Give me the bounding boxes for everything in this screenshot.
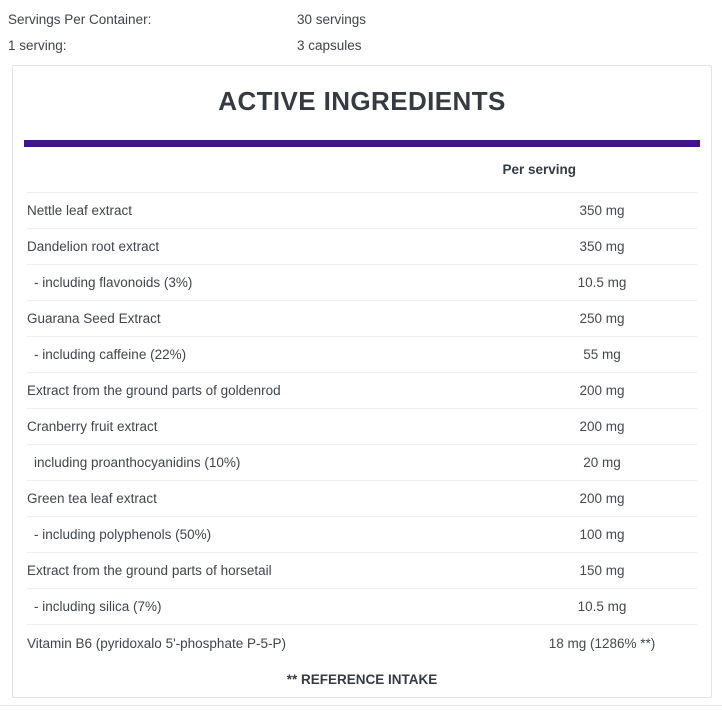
table-subrow (27, 265, 697, 301)
accent-bar (24, 140, 700, 147)
table-row (27, 481, 697, 517)
serving-size-label: 1 serving: (8, 38, 67, 53)
ingredient-name: Green tea leaf extract (27, 491, 157, 506)
ingredients-table (27, 147, 697, 661)
ingredient-name: - including silica (7%) (34, 599, 162, 614)
active-ingredients-panel (12, 65, 712, 698)
ingredient-name: - including caffeine (22%) (34, 347, 187, 362)
per-serving-column-header: Per serving (502, 162, 576, 177)
ingredient-name: - including flavonoids (3%) (34, 275, 193, 290)
servings-per-container-row (0, 7, 722, 33)
servings-per-container-label: Servings Per Container: (8, 12, 152, 27)
ingredient-name: Vitamin B6 (pyridoxalo 5'-phosphate P-5-P) (27, 635, 286, 651)
ingredient-amount: 200 mg (579, 383, 625, 398)
ingredient-amount: 55 mg (583, 347, 621, 362)
reference-intake-note: ** REFERENCE INTAKE (286, 671, 438, 687)
ingredient-amount: 100 mg (579, 527, 625, 542)
table-row (27, 301, 697, 337)
table-row (27, 625, 697, 661)
serving-size-value: 3 capsules (297, 38, 362, 53)
panel-title: ACTIVE INGREDIENTS (218, 86, 506, 116)
table-subrow (27, 517, 697, 553)
ingredient-amount: 350 mg (579, 239, 625, 254)
table-row (27, 229, 697, 265)
serving-meta (0, 0, 722, 59)
ingredient-amount: 350 mg (579, 203, 625, 218)
serving-size-row (0, 33, 722, 59)
ingredient-name: including proanthocyanidins (10%) (34, 455, 241, 470)
servings-per-container-value: 30 servings (297, 12, 367, 27)
ingredient-name: - including polyphenols (50%) (34, 527, 212, 542)
ingredient-amount: 250 mg (579, 311, 625, 326)
ingredient-amount: 10.5 mg (577, 275, 627, 290)
table-subrow (27, 445, 697, 481)
ingredient-amount: 200 mg (579, 419, 625, 434)
page-divider (0, 705, 722, 706)
table-header-row (27, 147, 697, 193)
ingredient-amount: 150 mg (579, 563, 625, 578)
ingredient-name: Dandelion root extract (27, 239, 160, 254)
ingredient-name: Nettle leaf extract (27, 203, 133, 218)
ingredient-name: Extract from the ground parts of horsetail (27, 563, 272, 578)
table-row (27, 193, 697, 229)
ingredient-amount: 18 mg (1286% **) (548, 635, 656, 651)
table-subrow (27, 337, 697, 373)
table-row (27, 409, 697, 445)
ingredient-name: Guarana Seed Extract (27, 311, 161, 326)
table-row (27, 553, 697, 589)
ingredient-amount: 20 mg (583, 455, 621, 470)
table-row (27, 373, 697, 409)
table-subrow (27, 589, 697, 625)
ingredient-name: Cranberry fruit extract (27, 419, 158, 434)
ingredient-name: Extract from the ground parts of goldenrod (27, 383, 281, 398)
ingredient-amount: 10.5 mg (577, 599, 627, 614)
ingredient-amount: 200 mg (579, 491, 625, 506)
